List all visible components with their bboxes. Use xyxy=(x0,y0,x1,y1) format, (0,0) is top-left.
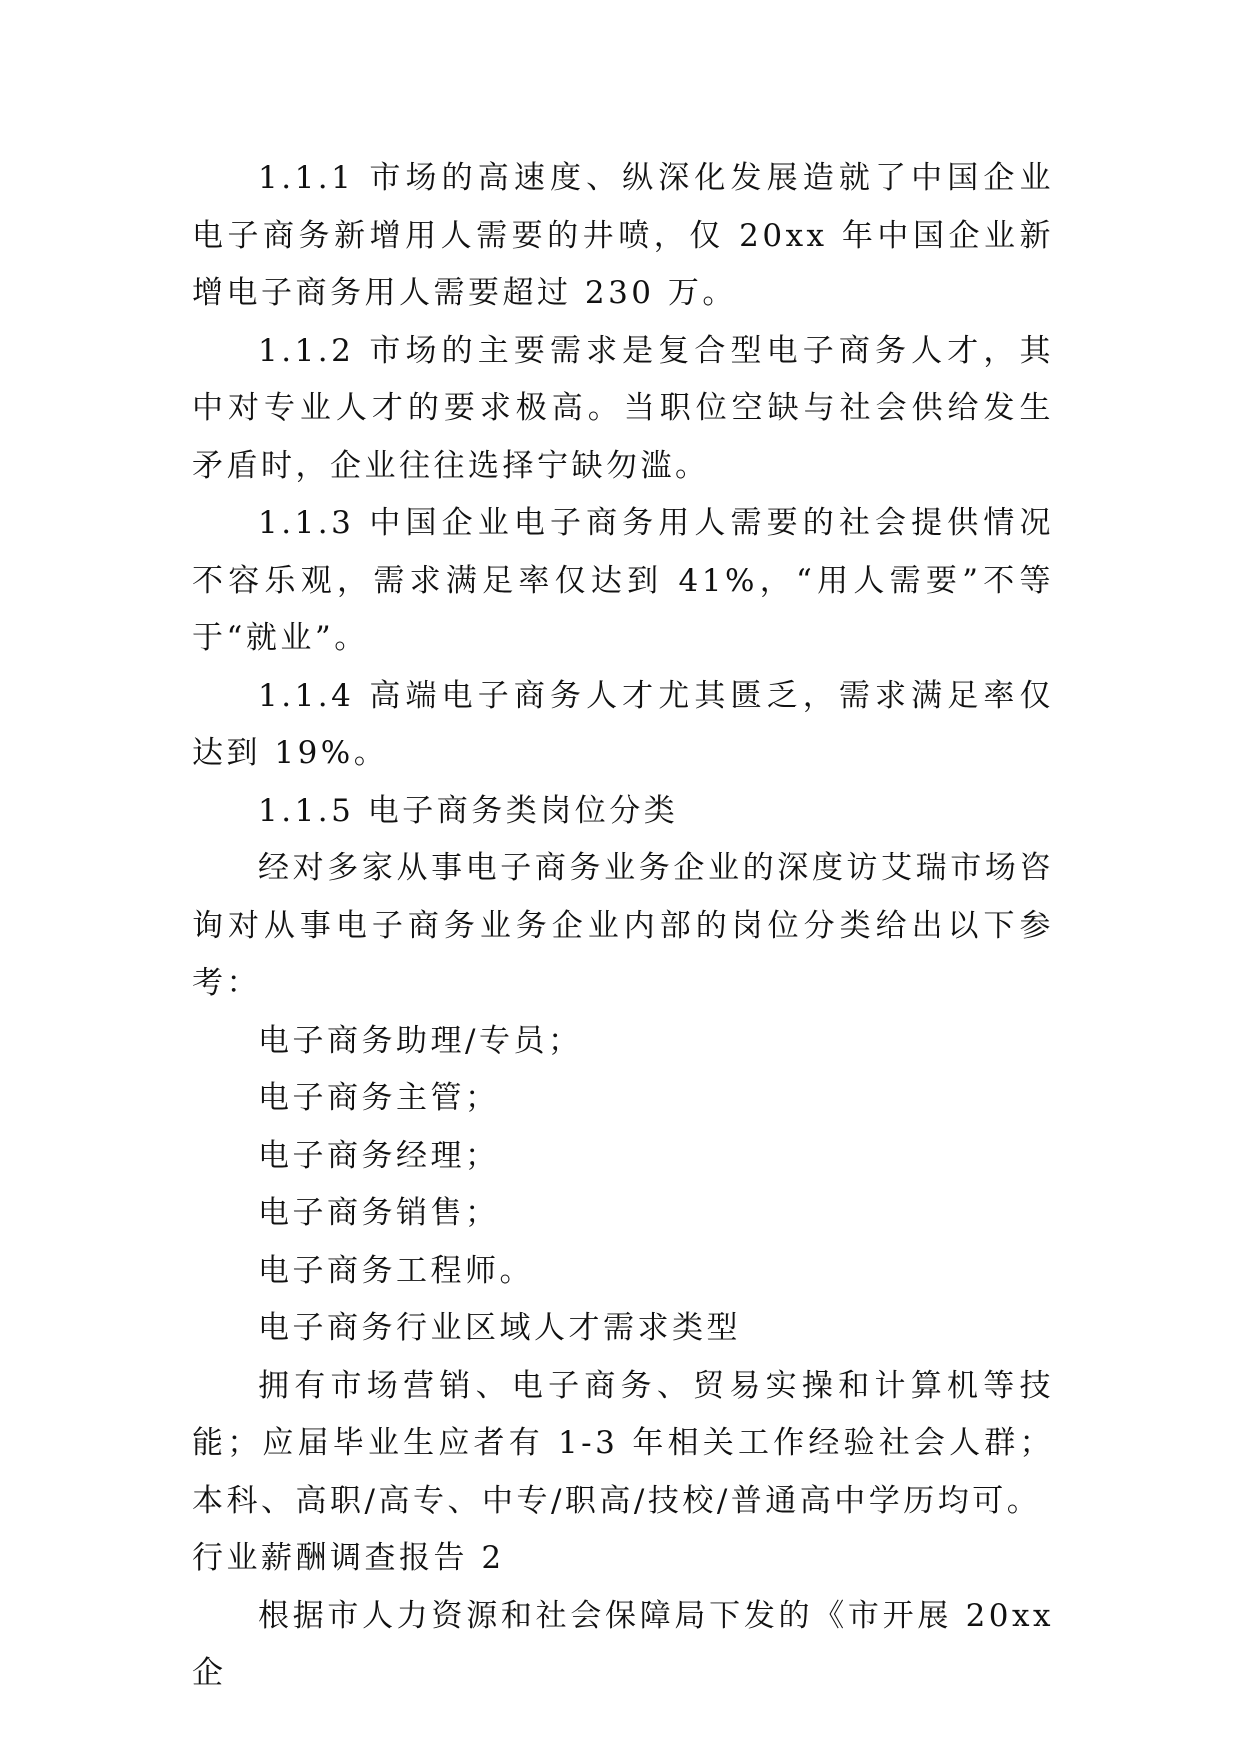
document-page xyxy=(192,150,1054,1703)
list-item-position: 电子商务助理/专员； xyxy=(258,1022,583,1059)
section-heading-talent-demand: 电子商务行业区域人才需求类型 xyxy=(258,1310,741,1346)
report-title: 行业薪酬调查报告 2 xyxy=(192,1540,505,1576)
list-item-position: 电子商务经理； xyxy=(258,1137,500,1174)
list-item-position: 电子商务销售； xyxy=(258,1195,500,1231)
paragraph-1-1-2: 1.1.2 市场的主要需求是复合型电子商务人才，其中对专业人才的要求极高。当职位空缺与社会供给发生矛盾时，企业往往选择宁缺勿滥。 xyxy=(192,332,1054,484)
paragraph-1-1-1: 1.1.1 市场的高速度、纵深化发展造就了中国企业电子商务新增用人需要的井喷，仅 20xx 年中国企业新增电子商务用人需要超过 230 万。 xyxy=(192,160,1054,311)
list-item-position: 电子商务工程师。 xyxy=(258,1252,534,1289)
section-heading-1-1-5: 1.1.5 电子商务类岗位分类 xyxy=(258,792,679,829)
paragraph-1-1-3: 1.1.3 中国企业电子商务用人需要的社会提供情况不容乐观，需求满足率仅达到 41%，“用人需要”不等于“就业”。 xyxy=(192,505,1054,656)
paragraph-1-1-4: 1.1.4 高端电子商务人才尤其匮乏，需求满足率仅达到 19%。 xyxy=(192,677,1054,771)
list-item-position: 电子商务主管； xyxy=(258,1080,500,1116)
paragraph-skills-requirements: 拥有市场营销、电子商务、贸易实操和计算机等技能；应届毕业生应者有 1-3 年相关工作经验社会人群；本科、高职/高专、中专/职高/技校/普通高中学历均可。 xyxy=(192,1367,1054,1519)
paragraph-report-intro: 根据市人力资源和社会保障局下发的《市开展 20xx 企 xyxy=(192,1597,1054,1691)
paragraph-survey-intro: 经对多家从事电子商务业务企业的深度访艾瑞市场咨询对从事电子商务业务企业内部的岗位分类给出以下参考： xyxy=(192,850,1054,1001)
